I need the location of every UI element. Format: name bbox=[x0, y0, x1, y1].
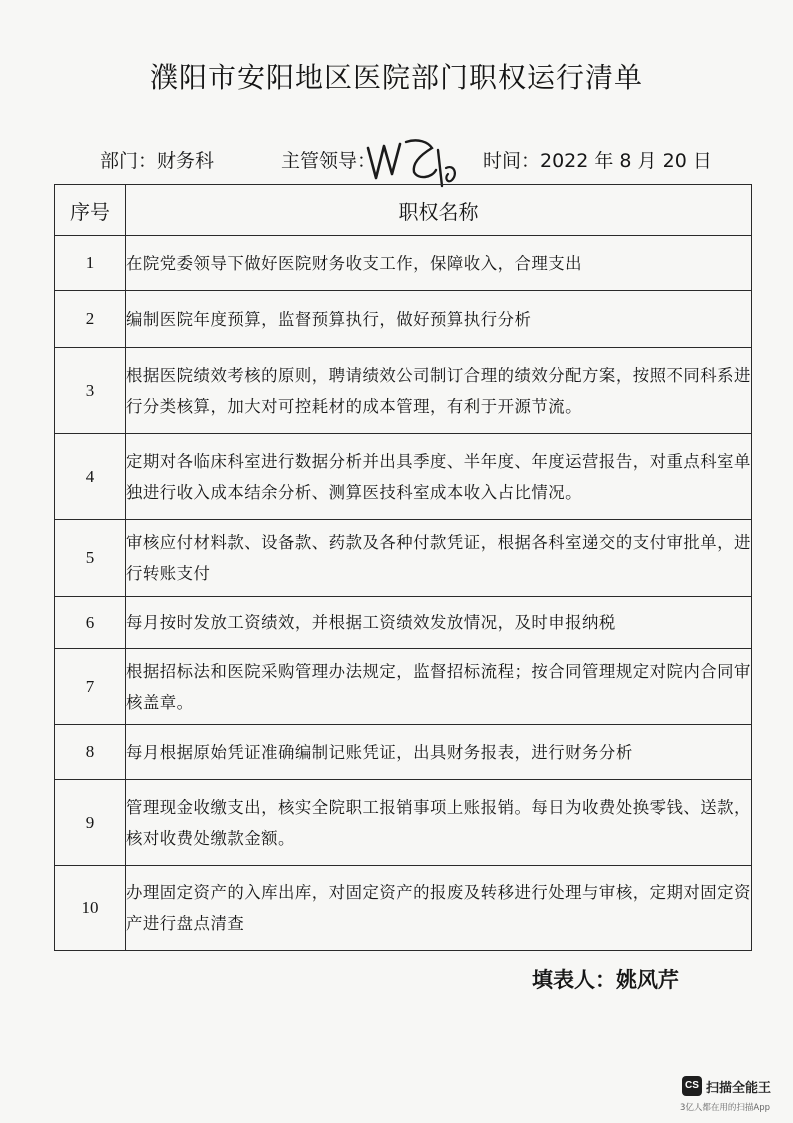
leader-label: 主管领导： bbox=[281, 150, 377, 172]
table-row bbox=[55, 780, 752, 866]
row-description: 每月根据原始凭证准确编制记账凭证，出具财务报表，进行财务分析 bbox=[126, 725, 752, 780]
row-description: 管理现金收缴支出，核实全院职工报销事项上账报销。每日为收费处换零钱、送款，核对收费处缴款金额。 bbox=[126, 780, 752, 866]
watermark-slogan: 3亿人都在用的扫描App bbox=[680, 1103, 771, 1113]
department-label: 部门：财务科 bbox=[100, 150, 215, 172]
row-number: 1 bbox=[55, 236, 126, 291]
authority-table bbox=[54, 184, 752, 951]
row-number: 2 bbox=[55, 291, 126, 348]
row-number: 9 bbox=[55, 780, 126, 866]
table-row bbox=[55, 348, 752, 434]
table-row bbox=[55, 597, 752, 649]
page-title: 濮阳市安阳地区医院部门职权运行清单 bbox=[149, 61, 643, 94]
row-number: 4 bbox=[55, 434, 126, 520]
row-number: 10 bbox=[55, 866, 126, 951]
row-number: 8 bbox=[55, 725, 126, 780]
row-description: 审核应付材料款、设备款、药款及各种付款凭证，根据各科室递交的支付审批单，进行转账支付 bbox=[126, 520, 752, 597]
row-description: 每月按时发放工资绩效，并根据工资绩效发放情况，及时申报纳税 bbox=[126, 597, 752, 649]
row-number: 3 bbox=[55, 348, 126, 434]
header-number: 序号 bbox=[55, 185, 126, 236]
filled-by-label: 填表人：姚风芹 bbox=[532, 968, 679, 992]
row-description: 定期对各临床科室进行数据分析并出具季度、半年度、年度运营报告，对重点科室单独进行收入成本结余分析、测算医技科室成本收入占比情况。 bbox=[126, 434, 752, 520]
table-row bbox=[55, 725, 752, 780]
row-description: 编制医院年度预算，监督预算执行，做好预算执行分析 bbox=[126, 291, 752, 348]
row-number: 6 bbox=[55, 597, 126, 649]
camscanner-logo-icon: CS bbox=[682, 1076, 702, 1096]
table-row bbox=[55, 434, 752, 520]
scanner-watermark bbox=[670, 1076, 782, 1116]
row-description: 根据医院绩效考核的原则，聘请绩效公司制订合理的绩效分配方案，按照不同科系进行分类核算，加大对可控耗材的成本管理，有利于开源节流。 bbox=[126, 348, 752, 434]
handwritten-signature bbox=[362, 128, 470, 192]
table-header-row bbox=[55, 185, 752, 236]
table-row bbox=[55, 866, 752, 951]
header-authority-name: 职权名称 bbox=[126, 185, 752, 236]
date-label: 时间：2022 年 8 月 20 日 bbox=[483, 150, 712, 172]
table-row bbox=[55, 520, 752, 597]
row-number: 7 bbox=[55, 649, 126, 725]
table-row bbox=[55, 649, 752, 725]
table-row bbox=[55, 291, 752, 348]
watermark-brand: 扫描全能王 bbox=[706, 1081, 772, 1096]
row-description: 在院党委领导下做好医院财务收支工作，保障收入，合理支出 bbox=[126, 236, 752, 291]
table-row bbox=[55, 236, 752, 291]
row-description: 根据招标法和医院采购管理办法规定，监督招标流程；按合同管理规定对院内合同审核盖章。 bbox=[126, 649, 752, 725]
row-number: 5 bbox=[55, 520, 126, 597]
row-description: 办理固定资产的入库出库，对固定资产的报废及转移进行处理与审核，定期对固定资产进行盘点清查 bbox=[126, 866, 752, 951]
